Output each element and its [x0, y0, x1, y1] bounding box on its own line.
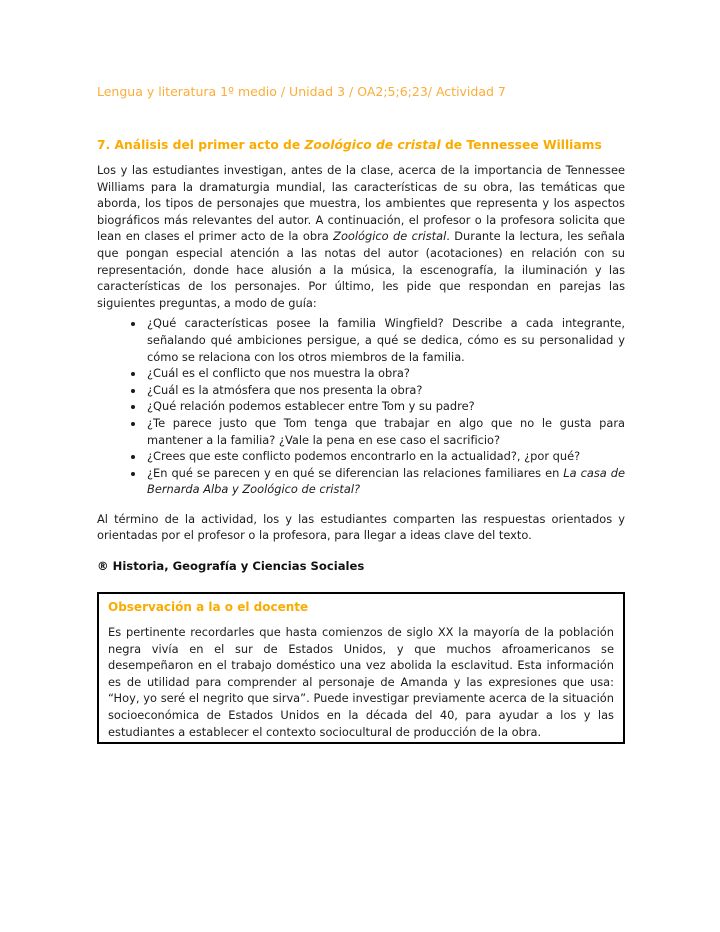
- activity-title-pre: 7. Análisis del primer acto de: [97, 138, 305, 152]
- question-text: ¿Cuál es el conflicto que nos muestra la obra?: [147, 366, 410, 381]
- question-item: [145, 415, 625, 448]
- closing-paragraph: Al término de la actividad, los y las estudiantes comparten las respuestas orientados y orientadas por el profesor o la profesora, para llegar a ideas clave del texto.: [97, 511, 625, 543]
- activity-title: [97, 138, 625, 153]
- observation-title: Observación a la o el docente: [108, 600, 309, 615]
- guide-question-list: [97, 315, 625, 498]
- question-item: [145, 315, 625, 365]
- question-text: ¿Cuál es la atmósfera que nos presenta la obra?: [147, 382, 423, 397]
- question-item: [145, 382, 625, 399]
- question-item: [145, 465, 625, 498]
- related-subject-label: ® Historia, Geografía y Ciencias Sociales: [97, 559, 365, 574]
- intro-paragraph: [97, 162, 625, 311]
- question-item: [145, 448, 625, 465]
- question-text-pre: ¿En qué se parecen y en qué se diferencian las relaciones familiares en: [147, 465, 564, 480]
- intro-part1: Los y las estudiantes investigan, antes de la clase, acerca de la importancia de Tennessee Williams para la dramaturgia mundial, las características de su obra, las temáticas que aborda, los tipos de personajes que muestra, los ambientes que representa y los aspectos biográficos más relevantes del autor. A continuación, el profesor o la profesora solicita que lean en clases el primer acto de la obra: [97, 163, 625, 244]
- activity-title-post: de Tennessee Williams: [440, 138, 602, 152]
- breadcrumb: Lengua y literatura 1º medio / Unidad 3 / OA2;5;6;23/ Actividad 7: [97, 84, 506, 99]
- question-text: ¿Crees que este conflicto podemos encontrarlo en la actualidad?, ¿por qué?: [147, 449, 581, 464]
- observation-body: Es pertinente recordarles que hasta comienzos de siglo XX la mayoría de la población negra vivía en el sur de Estados Unidos, y que muchos afroamericanos se desempeñaron en el trabajo doméstico una vez abolida la esclavitud. Esta información es de utilidad para comprender al personaje de Amanda y las expresiones que usa: “Hoy, yo seré el negrito que sirva”. Puede investigar previamente acerca de la situación socioeconómica de Estados Unidos en la década del 40, para ayudar a los y las estudiantes a establecer el contexto sociocultural de producción de la obra.: [108, 625, 614, 739]
- intro-part2: . Durante la lectura, les señala que pongan especial atención a las notas del autor (acotaciones) en relación con su representación, donde hace alusión a la música, la escenografía, la iluminación y las características de los personajes. Por último, les pide que respondan en parejas las siguientes preguntas, a modo de guía:: [97, 229, 626, 310]
- question-text: ¿Qué relación podemos establecer entre Tom y su padre?: [147, 399, 475, 414]
- question-text: ¿Te parece justo que Tom tenga que trabajar en algo que no le gusta para mantener a la familia? ¿Vale la pena en ese caso el sacrificio?: [147, 415, 625, 447]
- intro-work-title: Zoológico de cristal: [333, 229, 447, 244]
- question-item: [145, 398, 625, 415]
- question-works-italic: La casa de Bernarda Alba y Zoológico de cristal?: [147, 465, 625, 497]
- activity-title-work: Zoológico de cristal: [304, 138, 441, 152]
- question-item: [145, 365, 625, 382]
- question-text: ¿Qué características posee la familia Wingfield? Describe a cada integrante, señalando qué ambiciones persigue, a qué se dedica, cómo es su personalidad y cómo se relaciona con los otros miembros de la familia.: [147, 316, 625, 364]
- teacher-observation-box: [97, 592, 625, 744]
